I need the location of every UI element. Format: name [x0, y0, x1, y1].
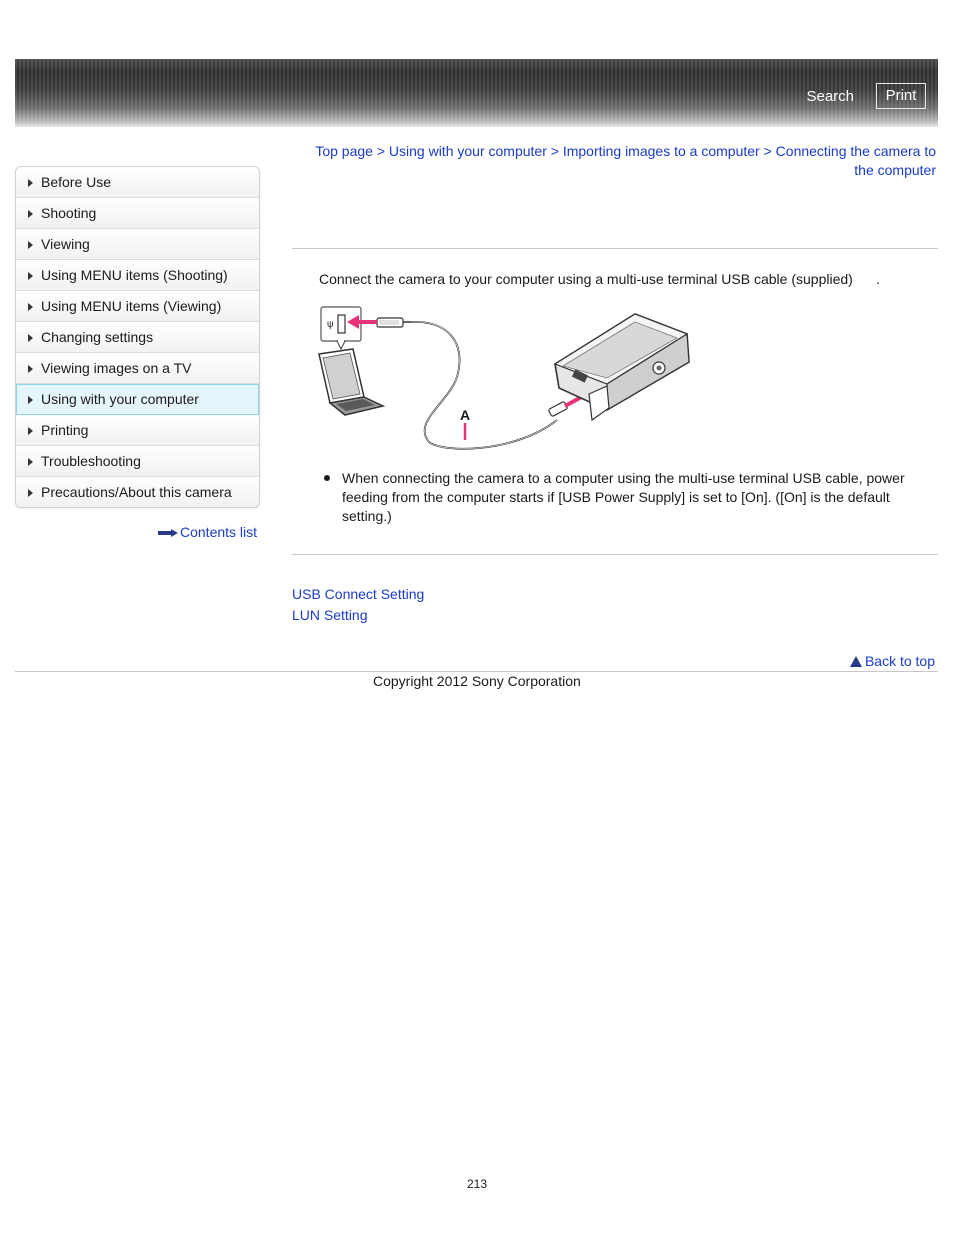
usb-port-callout — [321, 307, 361, 349]
sidebar-item-label: Viewing — [41, 236, 90, 252]
contents-list-label: Contents list — [180, 524, 258, 540]
usb-cable — [411, 322, 557, 449]
breadcrumb — [300, 142, 936, 180]
caret-right-icon — [28, 241, 33, 249]
sidebar-item-label: Using MENU items (Viewing) — [41, 298, 222, 314]
related-link-usb-connect-setting[interactable]: USB Connect Setting — [292, 586, 425, 602]
caret-right-icon — [28, 303, 33, 311]
sidebar-nav — [15, 166, 260, 508]
sidebar-item-computer[interactable] — [16, 384, 259, 415]
copyright-text: Copyright 2012 Sony Corporation — [373, 673, 581, 689]
page-number: 213 — [466, 1177, 488, 1191]
callout-a-label: A — [460, 407, 471, 423]
search-link[interactable]: Search — [806, 88, 854, 105]
sidebar-item-label: Using with your computer — [41, 391, 199, 407]
bullet-icon — [324, 475, 330, 481]
caret-right-icon — [28, 396, 33, 404]
back-to-top-label: Back to top — [864, 653, 935, 669]
camera-icon — [555, 314, 689, 420]
caret-right-icon — [28, 334, 33, 342]
caret-right-icon — [28, 272, 33, 280]
sidebar-item-label: Using MENU items (Shooting) — [41, 267, 228, 283]
sidebar-item-label: Before Use — [41, 174, 112, 190]
breadcrumb-separator: > — [763, 143, 772, 159]
micro-usb-plug-icon — [548, 401, 568, 417]
sidebar-item-menu-viewing[interactable] — [16, 291, 259, 322]
sidebar-item-printing[interactable] — [16, 415, 259, 446]
svg-text:ψ: ψ — [327, 319, 334, 330]
usb-connection-illustration — [317, 302, 697, 454]
caret-right-icon — [28, 179, 33, 187]
intro-text: Connect the camera to your computer using a multi-use terminal USB cable (supplied) . — [319, 271, 881, 287]
header-bar — [15, 59, 938, 127]
laptop-icon — [319, 349, 383, 415]
sidebar-item-menu-shooting[interactable] — [16, 260, 259, 291]
back-to-top-link[interactable] — [850, 653, 935, 669]
sidebar-item-viewing-tv[interactable] — [16, 353, 259, 384]
caret-right-icon — [28, 210, 33, 218]
caret-right-icon — [28, 489, 33, 497]
related-link-lun-setting[interactable]: LUN Setting — [292, 607, 368, 623]
caret-right-icon — [28, 427, 33, 435]
section-divider — [292, 554, 938, 555]
callout-a — [460, 407, 470, 440]
breadcrumb-separator: > — [550, 143, 559, 159]
breadcrumb-connecting-camera[interactable]: Connecting the camera to the computer — [775, 143, 936, 178]
note-text: When connecting the camera to a computer using the multi-use terminal USB cable, power feeding from the computer starts if [USB Power Supply] is set to [On]. ([On] is the default setting.) — [342, 470, 905, 524]
print-button[interactable]: Print — [876, 83, 926, 109]
sidebar-item-changing-settings[interactable] — [16, 322, 259, 353]
footer-divider — [15, 671, 938, 672]
caret-right-icon — [28, 365, 33, 373]
arrow-right-icon — [158, 529, 178, 537]
usb-cable-highlight — [411, 322, 557, 449]
sidebar-item-label: Viewing images on a TV — [41, 360, 192, 376]
breadcrumb-top-page[interactable]: Top page — [315, 143, 373, 159]
sidebar-item-viewing[interactable] — [16, 229, 259, 260]
breadcrumb-separator: > — [376, 143, 386, 159]
breadcrumb-importing-images[interactable]: Importing images to a computer — [562, 143, 760, 159]
sidebar-item-label: Printing — [41, 422, 89, 438]
title-divider — [292, 248, 938, 249]
sidebar-item-label: Precautions/About this camera — [41, 484, 232, 500]
related-links — [292, 584, 424, 626]
contents-list-link[interactable] — [158, 524, 257, 540]
breadcrumb-using-with-computer[interactable]: Using with your computer — [388, 143, 547, 159]
sidebar-item-precautions[interactable] — [16, 477, 259, 507]
sidebar-item-label: Shooting — [41, 205, 97, 221]
sidebar-item-shooting[interactable] — [16, 198, 259, 229]
sidebar-item-before-use[interactable] — [16, 167, 259, 198]
sidebar-item-label: Changing settings — [41, 329, 154, 345]
sidebar-item-label: Troubleshooting — [41, 453, 141, 469]
caret-right-icon — [28, 458, 33, 466]
triangle-up-icon — [850, 656, 862, 667]
sidebar-item-troubleshooting[interactable] — [16, 446, 259, 477]
usb-plug-icon — [377, 318, 411, 327]
